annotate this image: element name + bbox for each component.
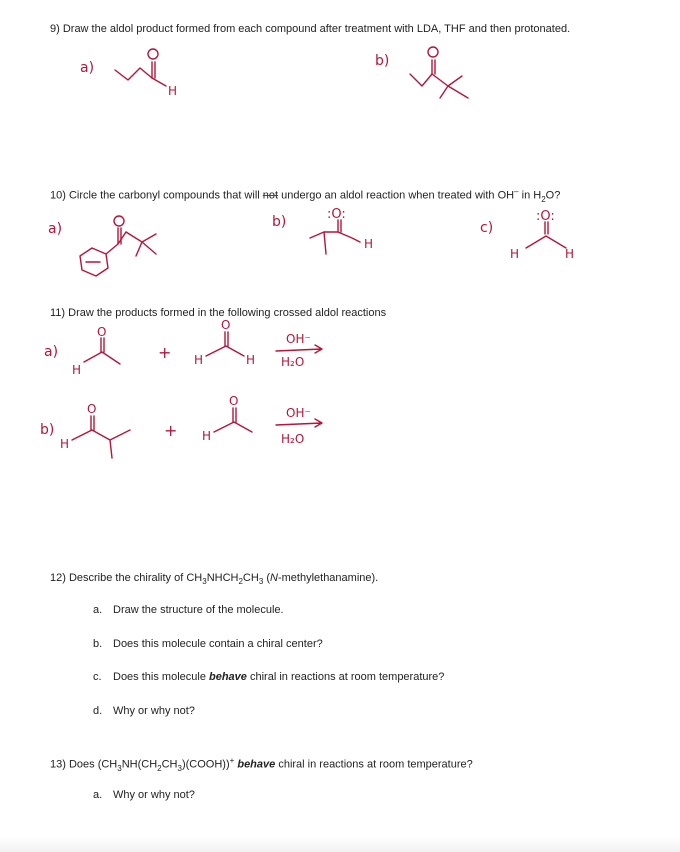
q10b-label: b) <box>272 214 287 230</box>
q10c-h-left: H <box>510 247 520 261</box>
item-text: chiral in reactions at room temperature? <box>246 671 445 683</box>
q11b-o2: O <box>229 394 239 408</box>
q11a-o1: O <box>97 325 107 339</box>
q13-text-2: NH(CH <box>121 758 158 771</box>
q13-text-5: chiral in reactions at room temperature? <box>275 758 473 771</box>
q10c-h-right: H <box>565 247 575 261</box>
q11b-o1: O <box>87 402 97 416</box>
q12-text-4: ( <box>263 572 270 584</box>
q11b-reagent-top: OH⁻ <box>286 406 311 420</box>
question-9: 9) Draw the aldol product formed from each compound after treatment with LDA, THF and then protonated. <box>50 23 571 35</box>
item-letter: a. <box>93 604 103 616</box>
q12-text-3: CH <box>242 572 259 584</box>
q13-emphasis: behave <box>237 758 276 771</box>
q11b-h2: H <box>202 429 212 443</box>
q10-sup: – <box>514 187 519 196</box>
q11b-plus: + <box>164 421 178 440</box>
q12-sub-1: 3 <box>202 577 207 587</box>
q13-text-3: CH <box>161 758 178 771</box>
item-letter: b. <box>93 638 103 650</box>
q10-end: O? <box>545 189 561 202</box>
q12-italic-n: N <box>270 572 278 584</box>
q12-sub-3: 3 <box>258 577 264 587</box>
q9a-structure <box>80 49 177 98</box>
q10b-structure <box>272 207 373 254</box>
q9a-h-atom: H <box>168 84 178 98</box>
q11a-reagent-top: OH⁻ <box>286 332 311 346</box>
q10-sub: 2 <box>541 194 546 204</box>
q11a-h3: H <box>246 353 256 367</box>
q11a-o2: O <box>221 318 231 332</box>
q13-sup: + <box>229 756 235 765</box>
q10b-h-atom: H <box>364 237 374 251</box>
q10c-label: c) <box>480 220 494 236</box>
q13-sub-2: 2 <box>157 763 162 773</box>
item-text: Does this molecule <box>113 671 209 683</box>
question-11: 11) Draw the products formed in the following crossed aldol reactions <box>50 307 387 319</box>
page-bottom-shadow <box>0 836 680 852</box>
item-emphasis: behave <box>209 671 247 683</box>
q11a-reagent-bottom: H₂O <box>281 355 305 369</box>
item-text: Why or why not? <box>113 705 195 717</box>
q10a-structure <box>48 216 156 276</box>
q9a-label: a) <box>80 60 95 76</box>
q10c-oxygen: :O: <box>536 209 555 224</box>
q11b-h1: H <box>60 437 70 451</box>
q11a-plus: + <box>158 343 172 362</box>
q9b-structure <box>375 47 468 98</box>
item-text: Does this molecule contain a chiral center? <box>113 638 323 650</box>
q11b-label: b) <box>40 422 55 438</box>
q9b-label: b) <box>375 53 390 69</box>
q10c-structure <box>480 209 574 261</box>
q10-struck-word: not <box>262 189 279 202</box>
q10a-label: a) <box>48 221 63 237</box>
q12-text-1: 12) Describe the chirality of CH <box>50 572 203 584</box>
q12-text-2: NHCH <box>206 572 239 584</box>
q13-sub-1: 3 <box>117 763 122 773</box>
q13-text-1: 13) Does (CH <box>50 758 118 771</box>
q11a-h1: H <box>72 363 82 377</box>
item-letter: d. <box>93 705 103 717</box>
q11b-reagent-bottom: H₂O <box>281 432 305 446</box>
q10-pre: 10) Circle the carbonyl compounds that will <box>50 189 263 202</box>
item-letter: a. <box>93 789 103 801</box>
q12-sub-2: 2 <box>238 577 243 587</box>
item-text: Draw the structure of the molecule. <box>113 604 284 616</box>
q11a-h2: H <box>194 353 204 367</box>
item-text: Why or why not? <box>113 789 195 801</box>
q12-text-5: -methylethanamine). <box>277 572 379 584</box>
q10-tail: in H <box>518 189 542 202</box>
q10b-oxygen: :O: <box>327 207 346 222</box>
item-letter: c. <box>93 671 102 683</box>
q11a-reaction <box>44 318 322 377</box>
q10-post: undergo an aldol reaction when treated with OH <box>278 189 515 202</box>
q11a-label: a) <box>44 344 59 360</box>
q13-sub-3: 3 <box>177 763 182 773</box>
q13-text-4: )(COOH)) <box>181 758 230 771</box>
q11b-reaction <box>40 394 322 458</box>
